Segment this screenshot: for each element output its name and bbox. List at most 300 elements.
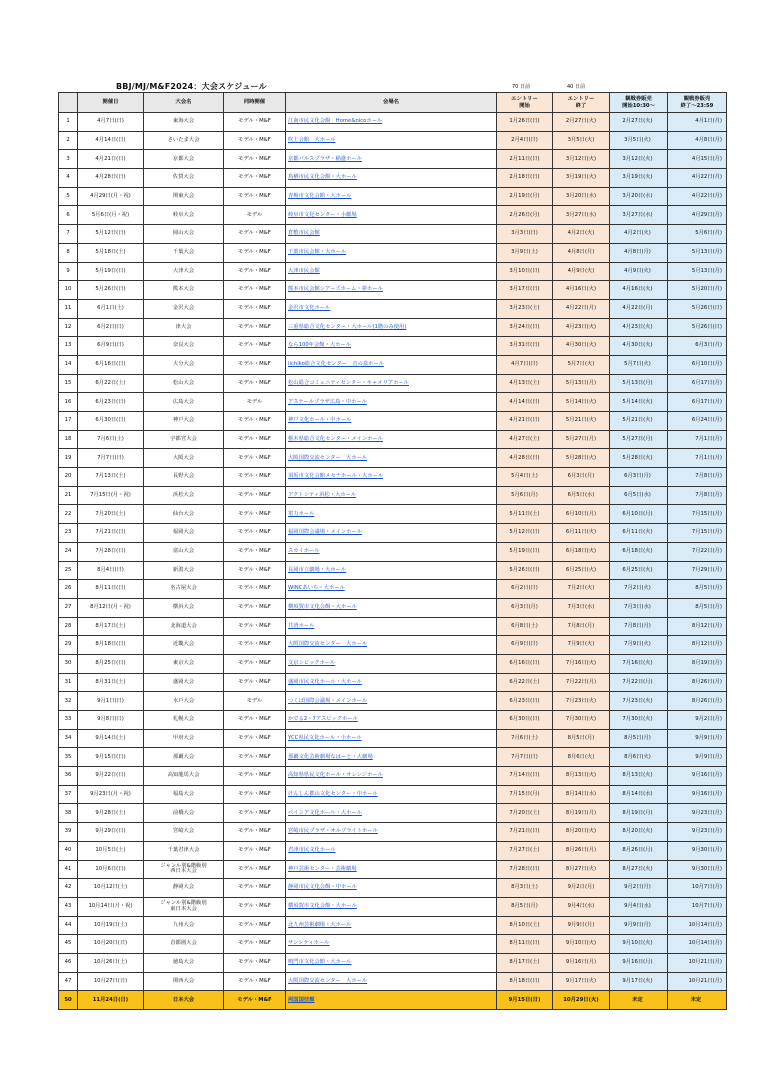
row-concurrent: モデル・M&F (224, 187, 286, 206)
row-ticket-end: 7月22日(月) (668, 542, 727, 561)
row-concurrent: モデル (224, 206, 286, 225)
row-date: 6月2日(日) (78, 318, 144, 337)
row-concurrent: モデル・M&F (224, 617, 286, 636)
row-concurrent: モデル・M&F (224, 150, 286, 169)
row-venue-cell (286, 991, 497, 1010)
venue-link[interactable]: 北九州芸術劇場・大ホール (288, 921, 352, 928)
venue-link[interactable]: 鳴門市文化会館・大ホール (288, 959, 352, 966)
row-date: 7月7日(日) (78, 449, 144, 468)
venue-link[interactable]: 高知県県民文化ホール・オレンジホール (288, 772, 383, 779)
row-entry-start: 8月11日(日) (497, 935, 553, 954)
row-entry-end: 9月2日(月) (553, 879, 610, 898)
row-event-name: 東海大会 (144, 113, 224, 132)
venue-link[interactable]: アクトシティ浜松・大ホール (288, 491, 357, 498)
row-event-name: 首都圏大会 (144, 935, 224, 954)
row-event-name: 日本大会 (144, 991, 224, 1010)
venue-link[interactable]: 横須賀市文化会館・大ホール (288, 903, 357, 910)
note-40-days: 40 日前 (567, 84, 585, 90)
row-venue-cell (286, 897, 497, 916)
table-row (59, 355, 727, 374)
table-row (59, 542, 727, 561)
row-event-name: 名古屋大会 (144, 580, 224, 599)
row-venue-cell (286, 187, 497, 206)
row-concurrent: モデル・M&F (224, 654, 286, 673)
schedule-body (59, 113, 727, 1010)
table-row (59, 318, 727, 337)
venue-link[interactable]: 長岡市立劇場・大ホール (288, 566, 347, 573)
venue-link[interactable]: 千葉市民会館・大ホール (288, 249, 347, 255)
row-ticket-end: 8月5日(月) (668, 598, 727, 617)
row-ticket-start: 未定 (610, 991, 668, 1010)
row-ticket-start: 6月25日(火) (610, 561, 668, 580)
row-entry-end: 4月9日(火) (553, 262, 610, 281)
row-entry-start: 8月3日(土) (497, 879, 553, 898)
row-entry-end: 6月5日(水) (553, 486, 610, 505)
row-concurrent: モデル・M&F (224, 374, 286, 393)
row-entry-start: 9月15日(日) (497, 991, 553, 1010)
row-ticket-end: 5月6日(月) (668, 225, 727, 244)
row-number: 38 (59, 804, 78, 823)
page-title: BBJ/MJ/M&F2024：大会スケジュール (116, 82, 267, 91)
row-concurrent: モデル・M&F (224, 113, 286, 132)
venue-link[interactable]: 両国国技館 (288, 996, 315, 1003)
row-event-name: 千葉君津大会 (144, 841, 224, 860)
table-row (59, 897, 727, 916)
row-ticket-end: 未定 (668, 991, 727, 1010)
table-row (59, 729, 727, 748)
row-concurrent: モデル・M&F (224, 673, 286, 692)
header-concurrent: 同時開催 (224, 93, 286, 113)
venue-link[interactable]: かでる2・7アスビックホール (288, 716, 358, 723)
row-ticket-start: 5月7日(火) (610, 355, 668, 374)
row-venue-cell (286, 916, 497, 935)
row-concurrent: モデル・M&F (224, 318, 286, 337)
venue-link[interactable]: YCC県民文化ホール・小ホール (288, 734, 362, 741)
row-date: 5月19日(日) (78, 262, 144, 281)
row-date: 6月16日(日) (78, 355, 144, 374)
row-ticket-end: 9月30日(月) (668, 841, 727, 860)
row-entry-end: 7月8日(月) (553, 617, 610, 636)
venue-link[interactable]: 三重県総合文化センター・大ホール(1階のみ使用) (288, 323, 407, 330)
row-event-name: 熊本大会 (144, 281, 224, 300)
row-number: 25 (59, 561, 78, 580)
row-entry-end: 9月17日(火) (553, 972, 610, 991)
row-ticket-start: 9月9日(月) (610, 916, 668, 935)
row-entry-end: 9月16日(月) (553, 953, 610, 972)
row-ticket-end: 4月15日(月) (668, 150, 727, 169)
row-ticket-end: 4月1日(月) (668, 113, 727, 132)
venue-link[interactable]: 江南市民文化会館 Home&nicoホール (288, 118, 383, 125)
row-event-name: 金沢大会 (144, 299, 224, 318)
row-ticket-end: 5月13日(月) (668, 262, 727, 281)
row-ticket-start: 4月16日(火) (610, 281, 668, 300)
table-row (59, 337, 727, 356)
row-concurrent: モデル・M&F (224, 169, 286, 188)
row-venue-cell (286, 113, 497, 132)
row-date: 5月18日(土) (78, 243, 144, 262)
row-ticket-end: 6月10日(月) (668, 355, 727, 374)
row-number: 32 (59, 692, 78, 711)
row-concurrent: モデル・M&F (224, 598, 286, 617)
table-row (59, 374, 727, 393)
row-venue-cell (286, 823, 497, 842)
row-ticket-end: 6月3日(月) (668, 337, 727, 356)
row-entry-end: 4月30日(火) (553, 337, 610, 356)
row-number: 17 (59, 412, 78, 431)
row-entry-end: 3月27日(水) (553, 206, 610, 225)
venue-link[interactable]: 横須賀市文化会館・大ホール (288, 604, 357, 611)
row-venue-cell (286, 374, 497, 393)
row-number: 8 (59, 243, 78, 262)
row-entry-start: 7月27日(土) (497, 841, 553, 860)
row-ticket-start: 5月14日(火) (610, 393, 668, 412)
row-entry-end: 7月16日(火) (553, 654, 610, 673)
row-number: 6 (59, 206, 78, 225)
venue-link[interactable]: 静岡市民文化会館・中ホール (288, 884, 357, 891)
table-row (59, 785, 727, 804)
row-ticket-start: 3月20日(水) (610, 187, 668, 206)
row-ticket-start: 7月8日(月) (610, 617, 668, 636)
row-ticket-start: 4月22日(月) (610, 299, 668, 318)
row-ticket-end: 9月2日(月) (668, 711, 727, 730)
header-venue: 会場名 (286, 93, 497, 113)
row-date: 5月26日(日) (78, 281, 144, 300)
table-row (59, 262, 727, 281)
row-date: 7月13日(土) (78, 468, 144, 487)
row-number: 18 (59, 430, 78, 449)
table-row (59, 430, 727, 449)
table-row (59, 823, 727, 842)
row-venue-cell (286, 430, 497, 449)
row-event-name: 大分大会 (144, 355, 224, 374)
venue-link[interactable]: スカイホール (288, 548, 320, 554)
row-entry-end: 8月27日(火) (553, 860, 610, 879)
row-entry-start: 3月23日(土) (497, 299, 553, 318)
venue-link[interactable]: 青梅市文化会館・大ホール (288, 192, 352, 199)
row-ticket-start: 8月5日(月) (610, 729, 668, 748)
venue-link[interactable]: 神戸芸術センター・芸術劇場 (288, 865, 357, 872)
row-number: 14 (59, 355, 78, 374)
table-row (59, 991, 727, 1010)
row-date: 4月28日(日) (78, 169, 144, 188)
row-number: 26 (59, 580, 78, 599)
row-date: 9月14日(土) (78, 729, 144, 748)
table-row (59, 393, 727, 412)
row-ticket-end: 9月9日(月) (668, 729, 727, 748)
row-event-name: 横浜大会 (144, 598, 224, 617)
row-venue-cell (286, 580, 497, 599)
row-date: 4月21日(日) (78, 150, 144, 169)
row-venue-cell (286, 636, 497, 655)
row-entry-end: 7月3日(水) (553, 598, 610, 617)
row-date: 6月9日(日) (78, 337, 144, 356)
row-entry-start: 7月6日(土) (497, 729, 553, 748)
row-number: 27 (59, 598, 78, 617)
venue-link[interactable]: 須坂市文化会館メセナホール・大ホール (288, 473, 384, 480)
row-venue-cell (286, 935, 497, 954)
row-venue-cell (286, 225, 497, 244)
row-entry-end: 5月21日(火) (553, 412, 610, 431)
row-number: 33 (59, 711, 78, 730)
row-event-name: 福島大会 (144, 785, 224, 804)
venue-link[interactable]: 文京シビックホール (288, 660, 336, 667)
row-date: 10月19日(土) (78, 916, 144, 935)
row-entry-start: 5月26日(日) (497, 561, 553, 580)
row-concurrent: モデル・M&F (224, 299, 286, 318)
row-entry-start: 5月11日(土) (497, 505, 553, 524)
row-number: 3 (59, 150, 78, 169)
header-no (59, 93, 78, 113)
row-number: 5 (59, 187, 78, 206)
table-row (59, 617, 727, 636)
row-venue-cell (286, 673, 497, 692)
row-event-name: 宇都宮大会 (144, 430, 224, 449)
row-ticket-start: 6月3日(月) (610, 468, 668, 487)
row-entry-end: 6月10日(月) (553, 505, 610, 524)
venue-link[interactable]: 宮崎市民プラザ・オルブライトホール (288, 828, 378, 835)
row-entry-start: 4月13日(土) (497, 374, 553, 393)
row-venue-cell (286, 972, 497, 991)
row-number: 12 (59, 318, 78, 337)
table-row (59, 187, 727, 206)
row-event-name: 富山大会 (144, 542, 224, 561)
row-event-name: 関西大会 (144, 972, 224, 991)
row-date: 10月20日(日) (78, 935, 144, 954)
row-venue-cell (286, 561, 497, 580)
venue-link[interactable]: 大阪国際交流センター 大ホール (288, 454, 368, 461)
venue-link[interactable]: 大阪国際交流センター 大ホール (288, 641, 368, 648)
row-date: 7月6日(土) (78, 430, 144, 449)
row-venue-cell (286, 860, 497, 879)
row-event-name: 大阪大会 (144, 449, 224, 468)
table-row (59, 131, 727, 150)
row-entry-end: 7月30日(火) (553, 711, 610, 730)
row-ticket-start: 9月17日(火) (610, 972, 668, 991)
row-number: 43 (59, 897, 78, 916)
row-ticket-start: 4月23日(火) (610, 318, 668, 337)
venue-link[interactable]: なら100年会館・大ホール (288, 342, 351, 349)
row-ticket-end: 8月12日(月) (668, 636, 727, 655)
row-concurrent: モデル・M&F (224, 524, 286, 543)
venue-link[interactable]: 電力ホール (288, 510, 315, 517)
row-date: 9月28日(土) (78, 804, 144, 823)
row-entry-start: 5月4日(土) (497, 468, 553, 487)
row-entry-start: 4月28日(日) (497, 449, 553, 468)
table-row (59, 524, 727, 543)
row-date: 10月14日(月・祝) (78, 897, 144, 916)
row-entry-start: 5月12日(日) (497, 524, 553, 543)
row-entry-end: 5月28日(火) (553, 449, 610, 468)
row-entry-start: 2月4日(日) (497, 131, 553, 150)
row-entry-end: 7月22日(月) (553, 673, 610, 692)
venue-link[interactable]: 共済ホール (288, 622, 315, 629)
header-row (59, 93, 727, 113)
row-entry-start: 5月19日(日) (497, 542, 553, 561)
row-number: 2 (59, 131, 78, 150)
row-date: 8月12日(月・祝) (78, 598, 144, 617)
row-event-name: 福岡大会 (144, 524, 224, 543)
venue-link[interactable]: 福岡国際会議場・メインホール (288, 529, 362, 536)
row-ticket-start: 9月4日(水) (610, 897, 668, 916)
row-entry-end: 4月8日(月) (553, 243, 610, 262)
row-ticket-end: 10月7日(月) (668, 879, 727, 898)
row-number: 44 (59, 916, 78, 935)
venue-link[interactable]: 松山総合コミュニティセンター・キャメリアホール (288, 379, 409, 386)
table-row (59, 225, 727, 244)
row-venue-cell (286, 243, 497, 262)
row-ticket-end: 8月19日(月) (668, 654, 727, 673)
table-row (59, 486, 727, 505)
row-entry-end: 5月27日(月) (553, 430, 610, 449)
row-date: 10月6日(日) (78, 860, 144, 879)
table-row (59, 281, 727, 300)
row-event-name: 前橋大会 (144, 804, 224, 823)
table-row (59, 879, 727, 898)
row-ticket-start: 8月19日(月) (610, 804, 668, 823)
table-row (59, 654, 727, 673)
row-entry-start: 3月10日(日) (497, 262, 553, 281)
venue-link[interactable]: 京都パルスプラザ・稲盛ホール (288, 155, 362, 162)
venue-link[interactable]: つくば国際会議場・メインホール (288, 697, 368, 704)
venue-link[interactable]: WINCあいち・大ホール (288, 585, 345, 592)
row-event-name: 甲府大会 (144, 729, 224, 748)
row-event-name: 京都大会 (144, 150, 224, 169)
row-ticket-end: 4月29日(月) (668, 206, 727, 225)
row-date: 9月29日(日) (78, 823, 144, 842)
table-row (59, 598, 727, 617)
row-ticket-start: 3月27日(水) (610, 206, 668, 225)
row-ticket-end: 9月16日(月) (668, 785, 727, 804)
row-date: 8月25日(日) (78, 654, 144, 673)
row-concurrent: モデル・M&F (224, 262, 286, 281)
row-entry-end: 9月4日(水) (553, 897, 610, 916)
row-ticket-start: 5月13日(月) (610, 374, 668, 393)
row-venue-cell (286, 748, 497, 767)
venue-link[interactable]: サンシティホール (288, 940, 330, 947)
row-ticket-start: 3月12日(火) (610, 150, 668, 169)
row-date: 8月11日(日) (78, 580, 144, 599)
row-entry-start: 6月3日(月) (497, 598, 553, 617)
row-ticket-end: 9月9日(月) (668, 748, 727, 767)
row-venue-cell (286, 598, 497, 617)
venue-link[interactable]: 神戸文化ホール・中ホール (288, 417, 352, 424)
row-ticket-end: 10月14日(月) (668, 916, 727, 935)
table-row (59, 169, 727, 188)
row-concurrent: モデル (224, 393, 286, 412)
row-concurrent: モデル・M&F (224, 430, 286, 449)
row-entry-start: 5月6日(月) (497, 486, 553, 505)
row-number: 46 (59, 953, 78, 972)
row-ticket-start: 9月16日(月) (610, 953, 668, 972)
venue-link[interactable]: ベイシア文化ホール・大ホール (288, 809, 362, 816)
row-venue-cell (286, 169, 497, 188)
row-date: 4月14日(日) (78, 131, 144, 150)
row-ticket-end: 7月1日(月) (668, 430, 727, 449)
venue-link[interactable]: 熊本市民会館シアーズホーム・夢ホール (288, 286, 383, 293)
row-venue-cell (286, 150, 497, 169)
row-entry-start: 3月31日(日) (497, 337, 553, 356)
venue-link[interactable]: 栃木県総合文化センター・メインホール (288, 435, 383, 442)
venue-link[interactable]: 盛岡市民文化ホール・大ホール (288, 678, 362, 685)
row-entry-end: 9月10日(火) (553, 935, 610, 954)
row-number: 45 (59, 935, 78, 954)
row-venue-cell (286, 729, 497, 748)
table-row (59, 468, 727, 487)
row-entry-start: 6月23日(日) (497, 692, 553, 711)
row-event-name: 奈良大会 (144, 337, 224, 356)
venue-link[interactable]: 倉敷市民会館 (288, 230, 320, 237)
row-date: 9月22日(日) (78, 767, 144, 786)
row-ticket-start: 8月20日(火) (610, 823, 668, 842)
row-ticket-start: 5月27日(月) (610, 430, 668, 449)
row-entry-start: 2月18日(日) (497, 169, 553, 188)
row-entry-end: 8月19日(月) (553, 804, 610, 823)
venue-link[interactable]: 鳥栖市民文化会館・大ホール (288, 174, 357, 181)
venue-link[interactable]: iichiko総合文化センター 音の泉ホール (288, 361, 384, 368)
row-ticket-end: 10月14日(月) (668, 935, 727, 954)
row-concurrent: モデル・M&F (224, 897, 286, 916)
header-entry-start: エントリー 開始 (497, 93, 553, 113)
row-ticket-end: 9月30日(月) (668, 860, 727, 879)
row-entry-start: 6月16日(日) (497, 654, 553, 673)
row-concurrent: モデル (224, 692, 286, 711)
schedule-table (58, 92, 727, 1010)
row-concurrent: モデル・M&F (224, 281, 286, 300)
venue-link[interactable]: 吹上会館 大ホール (288, 136, 336, 143)
row-concurrent: モデル・M&F (224, 636, 286, 655)
row-date: 8月17日(土) (78, 617, 144, 636)
row-date: 5月12日(日) (78, 225, 144, 244)
venue-link[interactable]: 大津市民会館 (288, 267, 320, 274)
row-ticket-start: 5月21日(火) (610, 412, 668, 431)
header-entry-end: エントリー 終了 (553, 93, 610, 113)
row-entry-end: 8月13日(火) (553, 767, 610, 786)
venue-link[interactable]: 大阪国際交流センター 大ホール (288, 977, 368, 984)
venue-link[interactable]: アステールプラザ広島・中ホール (288, 398, 367, 405)
venue-link[interactable]: 金沢市文化ホール (288, 305, 331, 312)
row-ticket-start: 2月27日(火) (610, 113, 668, 132)
row-number: 16 (59, 393, 78, 412)
row-venue-cell (286, 486, 497, 505)
venue-link[interactable]: けんしん郡山文化センター・中ホール (288, 790, 378, 797)
row-entry-end: 7月2日(火) (553, 580, 610, 599)
row-ticket-end: 4月22日(月) (668, 169, 727, 188)
row-venue-cell (286, 262, 497, 281)
row-ticket-end: 7月29日(月) (668, 561, 727, 580)
row-number: 24 (59, 542, 78, 561)
table-row (59, 953, 727, 972)
row-ticket-end: 7月1日(月) (668, 449, 727, 468)
row-number: 20 (59, 468, 78, 487)
venue-link[interactable]: 那覇文化芸術劇場なはーと・大劇場 (288, 753, 373, 760)
row-entry-start: 1月26日(日) (497, 113, 553, 132)
row-venue-cell (286, 449, 497, 468)
row-ticket-start: 8月27日(火) (610, 860, 668, 879)
row-number: 42 (59, 879, 78, 898)
row-date: 4月7日(日) (78, 113, 144, 132)
venue-link[interactable]: 岐阜市文化センター・小劇場 (288, 211, 357, 218)
venue-link[interactable]: 君津市民文化ホール (288, 847, 336, 853)
row-ticket-start: 4月2日(火) (610, 225, 668, 244)
row-concurrent: モデル・M&F (224, 505, 286, 524)
row-entry-start: 7月28日(日) (497, 860, 553, 879)
row-event-name: 神戸大会 (144, 412, 224, 431)
row-ticket-end: 7月15日(月) (668, 524, 727, 543)
row-entry-start: 2月11日(日) (497, 150, 553, 169)
row-entry-end: 3月5日(火) (553, 131, 610, 150)
row-entry-end: 3月20日(水) (553, 187, 610, 206)
row-ticket-end: 10月21日(月) (668, 953, 727, 972)
